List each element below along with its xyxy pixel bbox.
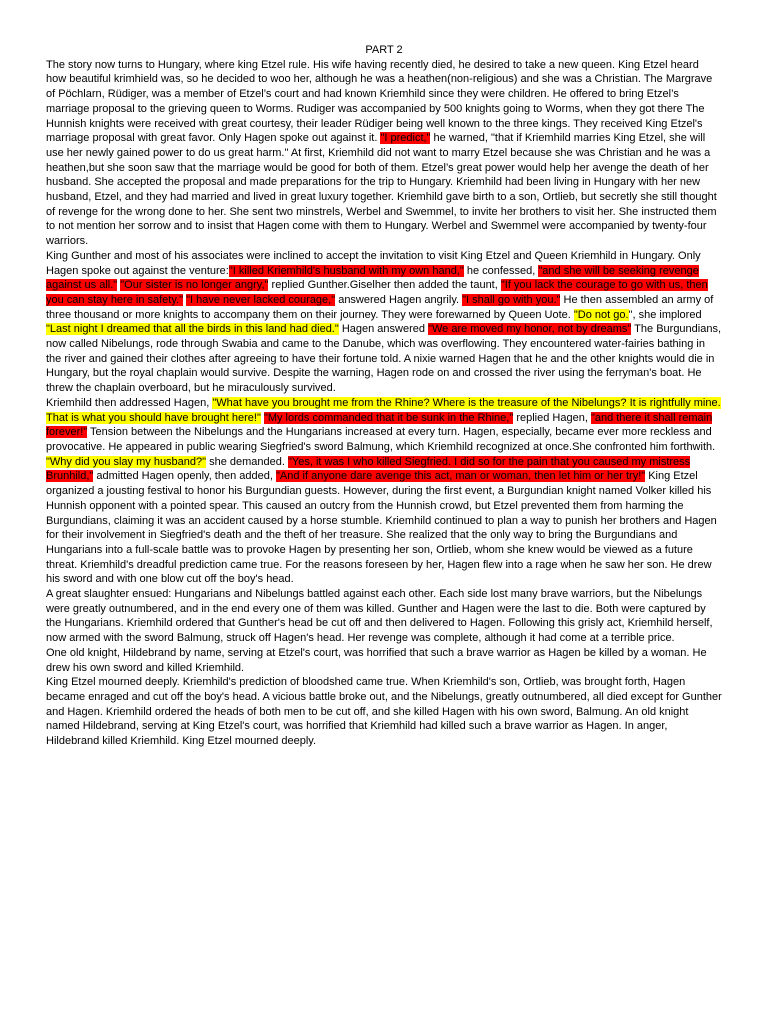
text-run: Hagen answered	[338, 323, 429, 336]
paragraph	[46, 675, 722, 749]
red-highlight: "If you lack the courage to go with us, then you can stay here in safety."	[46, 279, 708, 306]
red-highlight: "and she will be seeking revenge against us all."	[46, 264, 699, 292]
paragraph	[46, 396, 722, 587]
paragraph	[46, 646, 722, 675]
text-run: he confessed,	[463, 264, 539, 277]
text-run: He then assembled an army of three thousand or more knights to accompany them on their journey. They were forewarned by Queen Uote.	[46, 293, 714, 321]
text-run: he warned, "that if Kriemhild marries King Etzel, she will use her newly gained power to do us great harm." At first, Kriemhild did not want to marry Etzel because she was Christian and he was a heathen,but she soon saw that the marriage would be good for both of them. Etzel’s great power would help her avenge the death of her husband. She accepted the proposal and made preparations for the trip to Hungary. Kriemhild had been living in Hungary with her new husband, Etzel, and they had married and lived in great luxury together. Kriemhild gave birth to a son, Ortlieb, but secretly she still thought of revenge for the wrong done to her. She sent two minstrels, Werbel and Swemmel, to invite her brothers to visit her. She instructed them to not mention her sorrow and to insist that Hagen come with them to Hungary. Werbel and Swemmel were accompanied by twenty-four warriors.	[46, 132, 717, 248]
paragraph-container	[46, 58, 722, 749]
text-run: admitted Hagen openly, then added,	[93, 470, 276, 483]
text-run: ", she implored	[628, 308, 702, 321]
text-run: Tension between the Nibelungs and the Hungarians increased at every turn. Hagen, especially, became ever more reckless and provocative. He appeared in public wearing Siegfried's sword Balmung, which Kriemhild recognized at once.She confronted him forthwith.	[46, 426, 716, 453]
yellow-highlight: "What have you brought me from the Rhine? Where is the treasure of the Nibelungs? It is rightfully mine. That is what you should have brought here!"	[46, 396, 721, 424]
text-run: she demanded.	[206, 455, 289, 468]
text-run: One old knight, Hildebrand by name, serving at Etzel's court, was horrified that such a brave warrior as Hagen be killed by a woman. He drew his own sword and killed Kriemhild.	[46, 646, 707, 674]
text-run: King Gunther and most of his associates were inclined to accept the invitation to visit King Etzel and Queen Kriemhild in Hungary. Only Hagen spoke out against the venture:	[46, 249, 701, 277]
text-run: King Etzel organized a jousting festival to honor his Burgundian guests. However, during the first event, a Burgundian knight named Volker killed his Hunnish opponent with a pointed spear. This caused an outcry from the Hunnish crowd, but Etzel prevented them from harming the Burgundians, claiming it was an accident caused by a horse stumble. Kriemhild continued to plan a way to punish her brothers and Hagen for their involvement in Siegfried's death and the theft of her treasure. She realized that the only way to bring the Burgundians and Hungarians into a full-scale battle was to provoke Hagen by presenting her son, Ortlieb, whom she knew would be viewed as a future threat. Kriemhild's dreadful prediction came true. For the reasons foreseen by her, Hagen flew into a rage when he saw her son. He drew his sword and with one blow cut off the boy's head.	[46, 470, 717, 586]
text-run: answered Hagen angrily.	[335, 293, 463, 306]
red-highlight: "Our sister is no longer angry,"	[120, 279, 269, 292]
red-highlight: "I have never lacked courage,"	[186, 293, 336, 306]
paragraph	[46, 58, 722, 249]
red-highlight: "I shall go with you."	[462, 293, 561, 306]
yellow-highlight: "Why did you slay my husband?"	[46, 455, 207, 468]
paragraph	[46, 249, 722, 396]
text-run: The story now turns to Hungary, where king Etzel rule. His wife having recently died, he desired to take a new queen. King Etzel heard how beautiful krimhield was, so he decided to woo her, although he was a heathen(non-religious) and she was a Christian. The Margrave of Pöchlarn, Rüdiger, was a member of Etzel’s court and had known Kriemhild since they were children. He offered to bring Etzel’s marriage proposal to the grieving queen to Worms. Rudiger was accompanied by 500 knights going to Worms, when they got there The Hunnish knights were received with great courtesy, their leader Rüdiger being well known to the three kings. They received King Etzel's marriage proposal with great favor. Only Hagen spoke out against it.	[46, 58, 713, 145]
yellow-highlight: "Do not go.	[573, 308, 629, 321]
paragraph	[46, 587, 722, 646]
red-highlight: "Yes, it was I who killed Siegfried. I did so for the pain that you caused my mistress Brunhild,"	[46, 455, 691, 483]
text-run: King Etzel mourned deeply. Kriemhild's prediction of bloodshed came true. When Kriemhild's son, Ortlieb, was brought forth, Hagen became enraged and cut off the boy's head. A vicious battle broke out, and the Nibelungs, greatly outnumbered, all died except for Gunther and Hagen. Kriemhild ordered the heads of both men to be cut off, and she killed Hagen with his own sword, Balmung. An old knight named Hildebrand, serving at King Etzel's court, was horrified that Kriemhild had killed such a brave warrior as Hagen. In anger, Hildebrand killed Kriemhild. King Etzel mourned deeply.	[46, 676, 722, 748]
red-highlight: "I killed Kriemhild's husband with my own hand,"	[228, 264, 464, 277]
document-body	[46, 43, 722, 749]
text-run: A great slaughter ensued: Hungarians and Nibelungs battled against each other. Each side lost many brave warriors, but the Nibelungs were greatly outnumbered, and in the end every one of them was killed. Gunther and Hagen were the last to die. Both were captured by the Hungarians. Kriemhild ordered that Gunther's head be cut off and then delivered to Hagen. Following this grisly act, Kriemhild herself, now armed with the sword Balmung, struck off Hagen's head. Her revenge was complete, although it had come at a terrible price.	[46, 588, 713, 645]
red-highlight: "My lords commanded that it be sunk in the Rhine,"	[263, 411, 514, 424]
page-title: PART 2	[365, 44, 403, 56]
yellow-highlight: "Last night I dreamed that all the birds in this land had died."	[46, 323, 339, 336]
text-run: replied Gunther.Giselher then added the taunt,	[268, 279, 501, 292]
red-highlight: "and there it shall remain forever!"	[46, 411, 713, 439]
red-highlight: "I predict,"	[380, 132, 431, 145]
red-highlight: "We are moved my honor, not by dreams"	[428, 323, 632, 336]
text-run: Kriemhild then addressed Hagen,	[46, 396, 213, 409]
red-highlight: "And if anyone dare avenge this act, man or woman, then let him or her try!"	[275, 470, 646, 483]
text-run: The Burgundians, now called Nibelungs, rode through Swabia and came to the Danube, which was overflowing. They encountered water-fairies bathing in the river and gained their clothes after agreeing to have their fortune told. A nixie warned Hagen that he and the other knights would die in Hungary, but the royal chaplain would survive. Despite the warning, Hagen rode on and crossed the river using the ferryman's boat. He threw the chaplain overboard, but he miraculously survived.	[46, 323, 722, 395]
text-run: replied Hagen,	[513, 411, 591, 424]
